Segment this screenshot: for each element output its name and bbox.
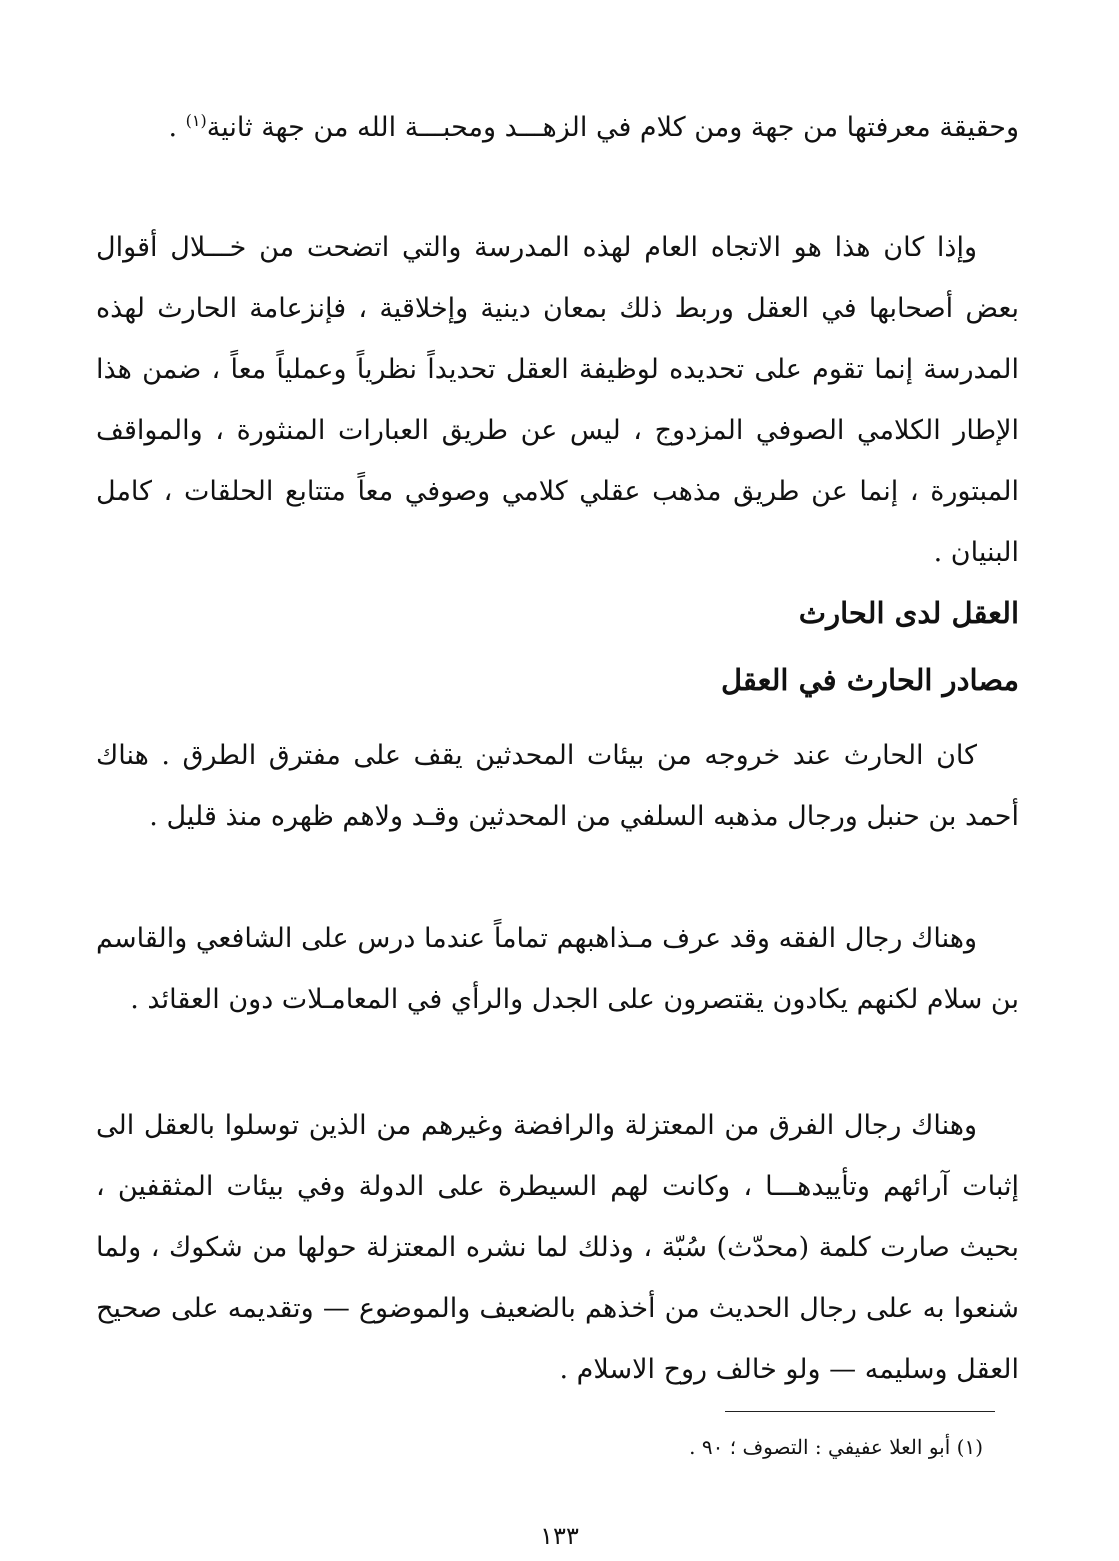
paragraph-2: [96, 217, 1019, 583]
subsection-heading: مصادر الحارث في العقل: [720, 663, 1019, 697]
paragraph-3-text: كان الحارث عند خروجه من بيئات المحدثين يقف على مفترق الطرق . هناك أحمد بن حنبل ورجال مذهبه السلفي من المحدثين وقـد ولاهم ظهره منذ قليل .: [96, 740, 1019, 832]
paragraph-4: [96, 908, 1019, 1030]
paragraph-5: [96, 1095, 1019, 1400]
paragraph-1: [96, 93, 1019, 156]
paragraph-1-end: .: [168, 112, 186, 143]
paragraph-2-text: وإذا كان هذا هو الاتجاه العام لهذه المدرسة والتي اتضحت من خـــلال أقوال بعض أصحابها في العقل وربط ذلك بمعان دينية وإخلاقية ، فإنزعامة الحارث لهذه المدرسة إنما تقوم على تحديده لوظيفة العقل تحديداً نظرياً وعملياً معاً ، ضمن هذا الإطار الكلامي الصوفي المزدوج ، ليس عن طريق العبارات المنثورة ، والمواقف المبتورة ، إنما عن طريق مذهب عقلي كلامي وصوفي معاً متتابع الحلقات ، كامل البنيان .: [96, 232, 1019, 568]
paragraph-1-text: وحقيقة معرفتها من جهة ومن كلام في الزهـــد ومحبـــة الله من جهة ثانية: [206, 112, 1019, 143]
page-number: ١٣٣: [540, 1522, 579, 1550]
footnote-divider: [725, 1411, 995, 1412]
footnote-reference: (١): [185, 111, 207, 130]
paragraph-5-text: وهناك رجال الفرق من المعتزلة والرافضة وغيرهم من الذين توسلوا بالعقل الى إثبات آرائهم وتأييدهـــا ، وكانت لهم السيطرة على الدولة وفي بيئات المثقفين ، بحيث صارت كلمة (محدّث) سُبّة ، وذلك لما نشره المعتزلة حولها من شكوك ، ولما شنعوا به على رجال الحديث من أخذهم بالضعيف والموضوع — وتقديمه على صحيح العقل وسليمه — ولو خالف روح الاسلام .: [96, 1110, 1019, 1385]
paragraph-3: [96, 725, 1019, 847]
paragraph-4-text: وهناك رجال الفقه وقد عرف مـذاهبهم تماماً عندما درس على الشافعي والقاسم بن سلام لكنهم يكادون يقتصرون على الجدل والرأي في المعامـلات دون العقائد .: [96, 923, 1019, 1015]
footnote: (١) أبو العلا عفيفي : التصوف ؛ ٩٠ .: [689, 1435, 983, 1459]
section-heading: العقل لدى الحارث: [798, 596, 1019, 630]
